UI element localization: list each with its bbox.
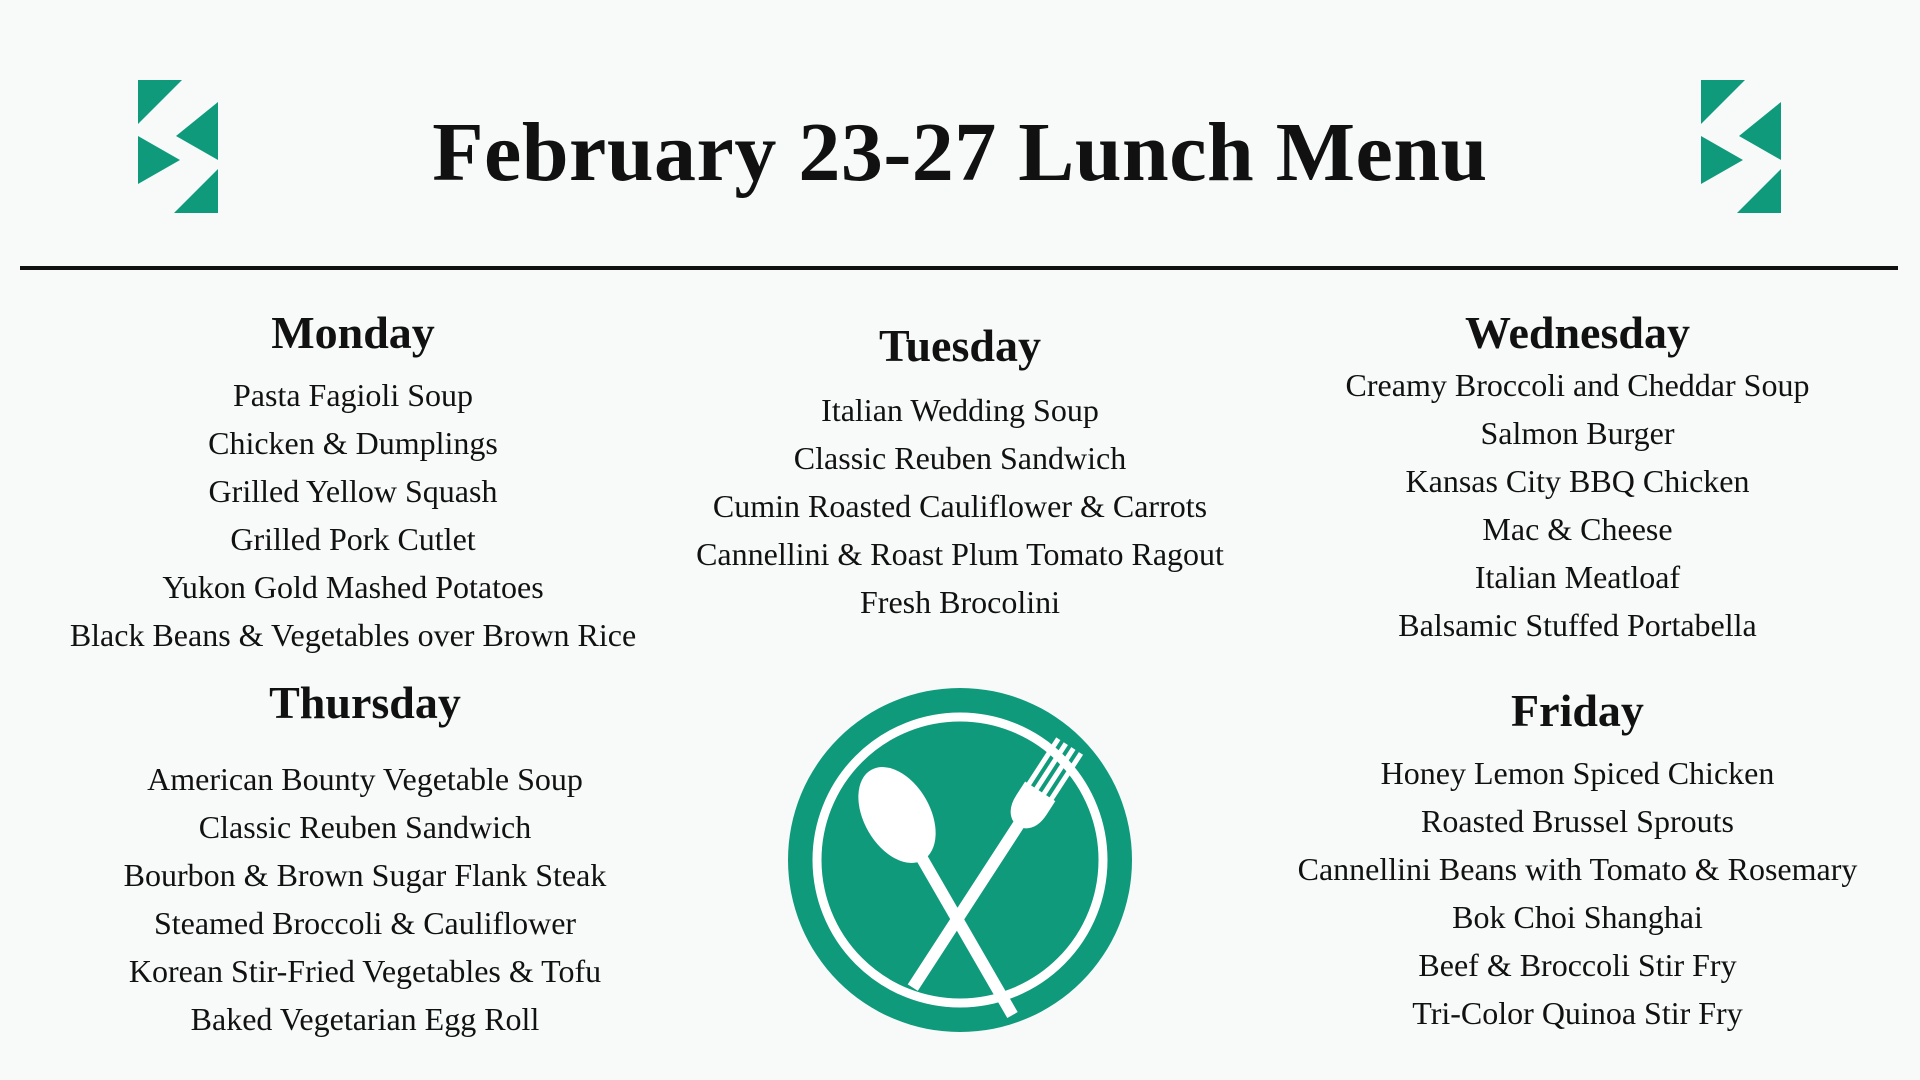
menu-list-friday xyxy=(1265,749,1890,1037)
menu-item: Pasta Fagioli Soup xyxy=(232,377,473,413)
title-divider xyxy=(20,266,1898,270)
menu-item: Cannellini Beans with Tomato & Rosemary xyxy=(1297,851,1858,887)
menu-item: Salmon Burger xyxy=(1480,415,1675,451)
menu-item: Steamed Broccoli & Cauliflower xyxy=(153,905,577,941)
day-section-thursday xyxy=(50,675,680,1043)
menu-list-thursday xyxy=(50,755,680,1043)
menu-item: Bok Choi Shanghai xyxy=(1452,899,1703,935)
menu-item: Italian Meatloaf xyxy=(1474,559,1681,595)
menu-item: Baked Vegetarian Egg Roll xyxy=(190,1001,540,1037)
menu-item: American Bounty Vegetable Soup xyxy=(147,761,583,797)
menu-item: Classic Reuben Sandwich xyxy=(793,440,1127,476)
plate-spoon-fork-icon xyxy=(785,685,1135,1035)
menu-list-monday xyxy=(40,371,666,659)
menu-item: Bourbon & Brown Sugar Flank Steak xyxy=(123,857,607,893)
menu-item: Classic Reuben Sandwich xyxy=(198,809,532,845)
menu-item: Cannellini & Roast Plum Tomato Ragout xyxy=(696,536,1224,572)
day-section-tuesday xyxy=(660,318,1260,626)
menu-item: Balsamic Stuffed Portabella xyxy=(1398,607,1757,643)
day-heading-thursday: Thursday xyxy=(269,677,461,728)
menu-item: Chicken & Dumplings xyxy=(208,425,498,461)
menu-item: Beef & Broccoli Stir Fry xyxy=(1418,947,1737,983)
day-heading-friday: Friday xyxy=(1511,685,1644,736)
menu-item: Black Beans & Vegetables over Brown Rice xyxy=(69,617,637,653)
menu-item: Yukon Gold Mashed Potatoes xyxy=(162,569,544,605)
menu-item: Korean Stir-Fried Vegetables & Tofu xyxy=(128,953,602,989)
menu-item: Tri-Color Quinoa Stir Fry xyxy=(1412,995,1743,1031)
day-heading-wednesday: Wednesday xyxy=(1465,307,1690,358)
menu-item: Creamy Broccoli and Cheddar Soup xyxy=(1345,367,1810,403)
day-heading-tuesday: Tuesday xyxy=(879,320,1041,371)
menu-item: Italian Wedding Soup xyxy=(821,392,1099,428)
menu-item: Cumin Roasted Cauliflower & Carrots xyxy=(712,488,1208,524)
menu-item: Grilled Yellow Squash xyxy=(208,473,498,509)
page-title: February 23-27 Lunch Menu xyxy=(432,106,1488,199)
menu-item: Mac & Cheese xyxy=(1482,511,1673,547)
day-section-friday xyxy=(1265,683,1890,1037)
menu-item: Grilled Pork Cutlet xyxy=(230,521,476,557)
menu-item: Kansas City BBQ Chicken xyxy=(1405,463,1750,499)
menu-item: Honey Lemon Spiced Chicken xyxy=(1380,755,1775,791)
day-heading-monday: Monday xyxy=(271,307,435,358)
day-section-wednesday xyxy=(1265,305,1890,649)
menu-item: Roasted Brussel Sprouts xyxy=(1421,803,1734,839)
menu-list-tuesday xyxy=(660,386,1260,626)
menu-item: Fresh Brocolini xyxy=(860,584,1060,620)
menu-list-wednesday xyxy=(1265,361,1890,649)
day-section-monday xyxy=(40,305,666,659)
